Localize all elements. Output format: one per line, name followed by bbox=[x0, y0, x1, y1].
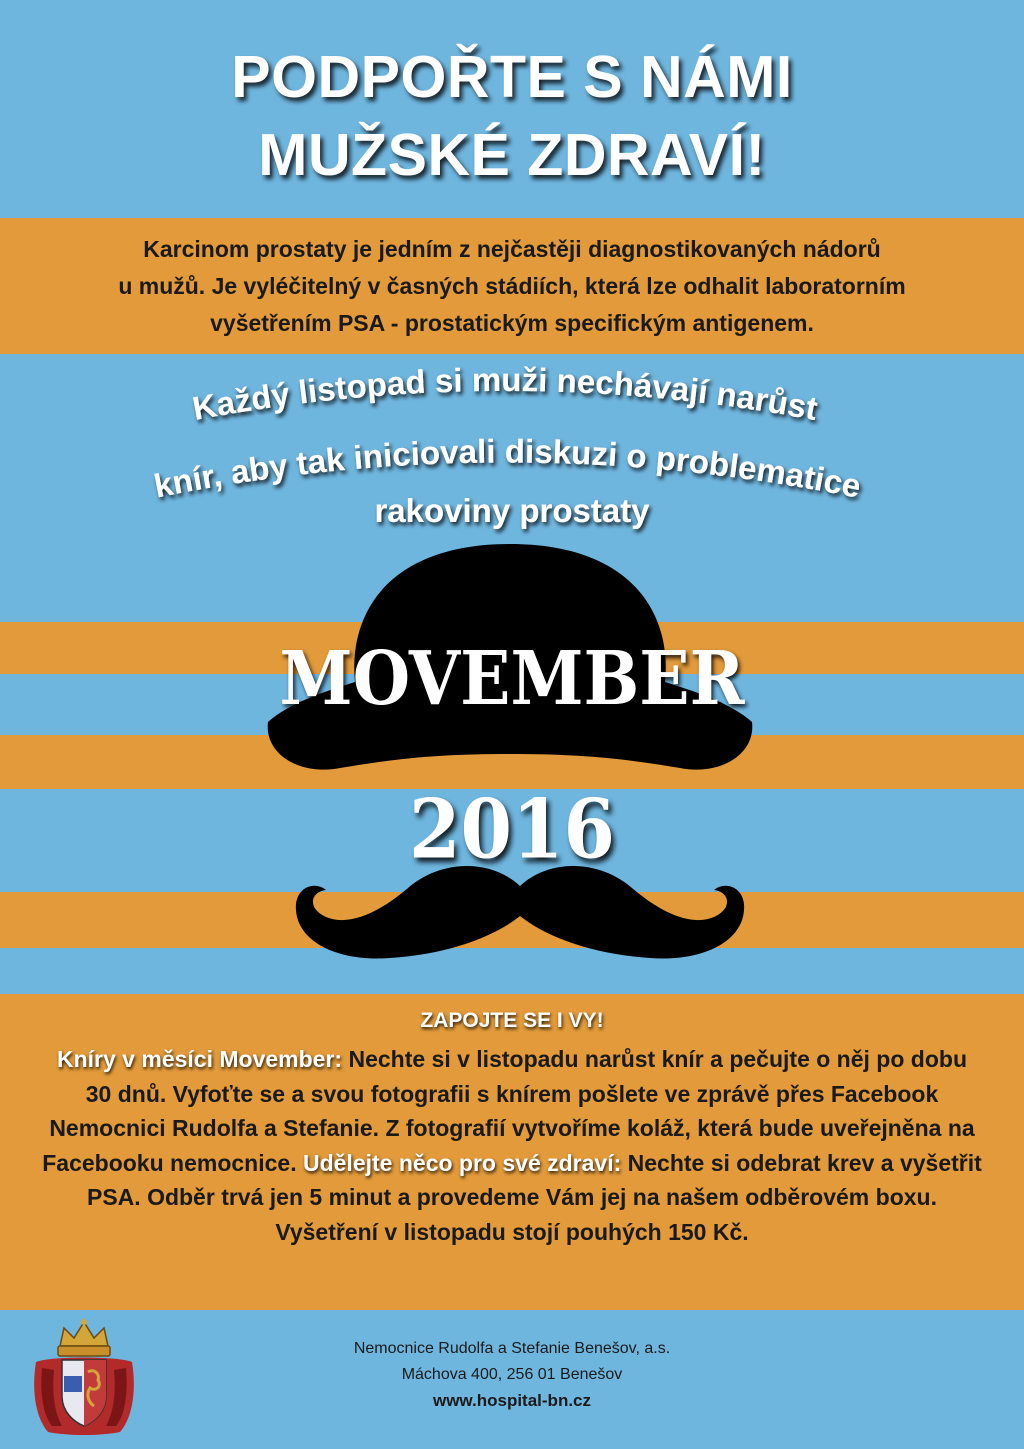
headline-line-2: MUŽSKÉ ZDRAVÍ! bbox=[258, 122, 766, 188]
event-name: MOVEMBER bbox=[279, 634, 745, 722]
arc-line-2: knír, aby tak iniciovali diskuzi o problematice bbox=[150, 432, 865, 505]
headline-line-1: PODPOŘTE S NÁMI bbox=[231, 44, 793, 110]
cta-paragraph bbox=[42, 1042, 982, 1249]
arc-line-1: Každý listopad si muži nechávají narůst bbox=[189, 360, 821, 428]
event-year: 2016 bbox=[409, 782, 615, 878]
intro-line-3: vyšetřením PSA - prostatickým specifickým antigenem. bbox=[210, 310, 814, 336]
arc-line-3: rakoviny prostaty bbox=[374, 492, 650, 529]
intro-line-1: Karcinom prostaty je jedním z nejčastěji diagnostikovaných nádorů bbox=[143, 236, 881, 262]
cta-item1-lead: Kníry v měsíci Movember: bbox=[57, 1046, 343, 1072]
intro-line-2: u mužů. Je vyléčitelný v časných stádiích, která lze odhalit laboratorním bbox=[118, 273, 906, 299]
cta-item2-lead: Udělejte něco pro své zdraví: bbox=[302, 1149, 622, 1176]
svg-text:Každý listopad si muži necháva bbox=[190, 361, 821, 427]
cta-item1-text: Nechte si v listopadu narůst knír a pečujte o něj po dobu 30 dnů. Vyfoťte se a svou fotografii s knírem pošlete ve zprávě přes Facebook Nemocnici Rudolfa a Stefanie. Z fotografií vytvoříme koláž, která bude uveřejněna na Facebooku nemocnice. bbox=[42, 1046, 975, 1176]
cta-item2-text: Nechte si odebrat krev a vyšetřit PSA. Odběr trvá jen 5 minut a provedeme Vám jej na našem odběrovém boxu. Vyšetření v listopadu stojí pouhých 150 Kč. bbox=[87, 1149, 982, 1245]
call-to-action bbox=[0, 1000, 1024, 1249]
cta-title: ZAPOJTE SE I VY! bbox=[420, 1009, 604, 1032]
footer-address: Máchova 400, 256 01 Benešov bbox=[401, 1366, 623, 1383]
arched-text bbox=[0, 360, 1024, 560]
footer-web-link[interactable]: www.hospital-bn.cz bbox=[432, 1391, 592, 1410]
footer bbox=[0, 1336, 1024, 1414]
footer-org: Nemocnice Rudolfa a Stefanie Benešov, a.s. bbox=[353, 1340, 671, 1357]
